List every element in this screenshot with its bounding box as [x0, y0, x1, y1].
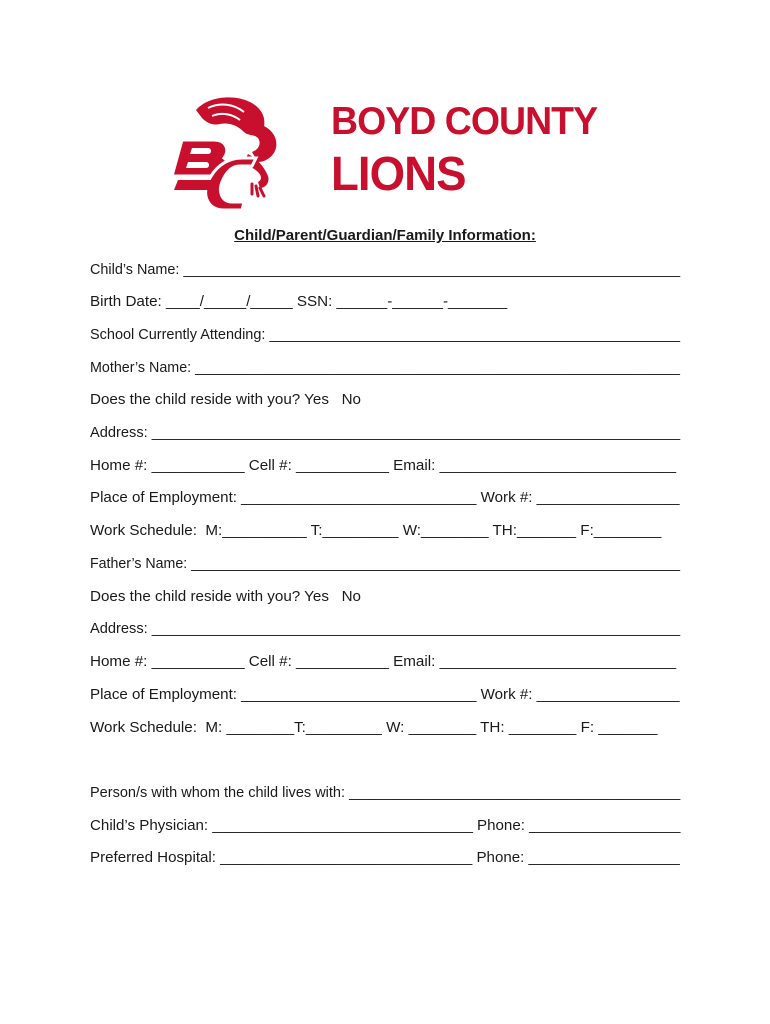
mother-reside-line[interactable]: Does the child reside with you? Yes No [90, 391, 362, 408]
father-address-line[interactable]: Address: _________________________________________________________________ [90, 620, 681, 637]
hospital-line[interactable]: Preferred Hospital: ______________________________ Phone: __________________ [90, 849, 680, 866]
father-schedule-line[interactable]: Work Schedule: M: ________T:_________ W: ________ TH: ________ F: _______ [90, 719, 658, 736]
brand-line-county: BOYD COUNTY [331, 100, 598, 143]
mother-contact-line[interactable]: Home #: ___________ Cell #: ___________ Email: ____________________________ [90, 457, 677, 474]
father-employment-line[interactable]: Place of Employment: ____________________________ Work #: _________________ [90, 686, 680, 703]
mothers-name-line[interactable]: Mother’s Name: _____________________________________________________________ [90, 359, 680, 376]
mother-schedule-line[interactable]: Work Schedule: M:__________ T:_________ W:________ TH:_______ F:________ [90, 522, 662, 539]
brand-title [331, 102, 608, 199]
brand-line-lions: LIONS [331, 148, 466, 201]
birth-date-ssn-line[interactable]: Birth Date: ____/_____/_____ SSN: ______-______-_______ [90, 293, 508, 310]
childs-name-line[interactable]: Child’s Name: ______________________________________________________________ [90, 261, 681, 278]
lives-with-line[interactable]: Person/s with whom the child lives with: _________________________________________ [90, 784, 681, 801]
mother-employment-line[interactable]: Place of Employment: ____________________________ Work #: _________________ [90, 489, 680, 506]
physician-line[interactable]: Child’s Physician: _______________________________ Phone: __________________ [90, 817, 681, 834]
father-reside-line[interactable]: Does the child reside with you? Yes No [90, 588, 362, 605]
mother-address-line[interactable]: Address: _________________________________________________________________ [90, 424, 681, 441]
fathers-name-line[interactable]: Father’s Name: ______________________________________________________________ [90, 555, 680, 572]
father-contact-line[interactable]: Home #: ___________ Cell #: ___________ Email: ____________________________ [90, 653, 677, 670]
bc-lion-logo-icon [168, 92, 286, 212]
school-line[interactable]: School Currently Attending: ___________________________________________________ [90, 326, 681, 343]
form-heading: Child/Parent/Guardian/Family Information: [234, 227, 536, 244]
